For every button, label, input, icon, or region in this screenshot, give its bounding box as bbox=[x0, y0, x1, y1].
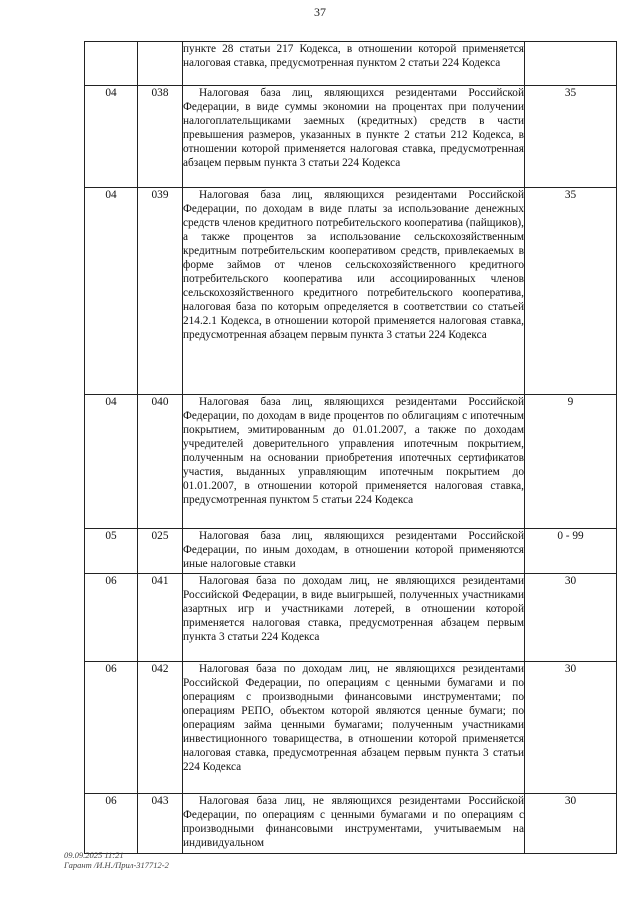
code-group-cell bbox=[85, 42, 138, 86]
code-group-cell: 04 bbox=[85, 188, 138, 395]
rate-cell: 30 bbox=[525, 662, 617, 794]
footer-date: 09.09.2025 11:21 bbox=[64, 850, 124, 860]
code-group-cell: 06 bbox=[85, 662, 138, 794]
rate-cell: 35 bbox=[525, 86, 617, 188]
description-cell bbox=[183, 574, 525, 662]
description-text: Налоговая база лиц, являющихся резидентами Российской Федерации, по иным доходам, в отношении которой применяются иные налоговые ставки bbox=[183, 530, 524, 571]
description-cell bbox=[183, 529, 525, 574]
tax-code-table bbox=[84, 41, 617, 854]
rate-cell: 9 bbox=[525, 395, 617, 529]
table-row bbox=[85, 529, 617, 574]
code-cell: 039 bbox=[138, 188, 183, 395]
description-text: пункте 28 статьи 217 Кодекса, в отношении которой применяется налоговая ставка, предусмотренная пунктом 2 статьи 224 Кодекса bbox=[183, 43, 524, 70]
description-text: Налоговая база лиц, не являющихся резидентами Российской Федерации, по операциям с ценными бумагами и по операциям с производными финансовыми инструментами, учитываемым на индивидуальном bbox=[183, 795, 524, 850]
code-cell: 042 bbox=[138, 662, 183, 794]
table-row bbox=[85, 794, 617, 854]
code-cell bbox=[138, 42, 183, 86]
code-cell: 043 bbox=[138, 794, 183, 854]
table-row bbox=[85, 574, 617, 662]
rate-cell bbox=[525, 42, 617, 86]
code-cell: 041 bbox=[138, 574, 183, 662]
code-cell: 040 bbox=[138, 395, 183, 529]
code-group-cell: 04 bbox=[85, 86, 138, 188]
description-cell bbox=[183, 662, 525, 794]
description-cell bbox=[183, 86, 525, 188]
rate-cell: 30 bbox=[525, 794, 617, 854]
description-cell bbox=[183, 794, 525, 854]
table-row bbox=[85, 86, 617, 188]
table-row bbox=[85, 42, 617, 86]
code-group-cell: 06 bbox=[85, 794, 138, 854]
code-group-cell: 05 bbox=[85, 529, 138, 574]
description-text: Налоговая база лиц, являющихся резидентами Российской Федерации, в виде суммы экономии на процентах при получении налогоплательщиками заемных (кредитных) средств в части превышения размеров, указанных в пункте 2 статьи 212 Кодекса, в отношении которой применяется налоговая ставка, предусмотренная абзацем первым пункта 3 статьи 224 Кодекса bbox=[183, 87, 524, 170]
description-text: Налоговая база лиц, являющихся резидентами Российской Федерации, по доходам в виде процентов по облигациям с ипотечным покрытием, эмитированным до 01.01.2007, а также по доходам учредителей доверительного управления ипотечным покрытием, полученным на основании приобретения ипотечных сертификатов участия, выданных управляющим ипотечным покрытием до 01.01.2007, в отношении которой применяется налоговая ставка, предусмотренная пунктом 5 статьи 224 Кодекса bbox=[183, 396, 524, 507]
code-cell: 038 bbox=[138, 86, 183, 188]
table-row bbox=[85, 662, 617, 794]
rate-cell: 30 bbox=[525, 574, 617, 662]
description-text: Налоговая база лиц, являющихся резидентами Российской Федерации, по доходам в виде платы за использование денежных средств членов кредитного потребительского кооператива (пайщиков), а также процентов за использование сельскохозяйственным кредитным потребительским кооперативом средств, привлекаемых в форме займов от членов сельскохозяйственного кредитного потребительского кооператива или ассоциированных членов сельскохозяйственного кредитного потребительского кооператива, налоговая база по которым определяется в соответствии со статьей 214.2.1 Кодекса, в отношении которой применяется налоговая ставка, предусмотренная абзацем первым пункта 3 статьи 224 Кодекса bbox=[183, 189, 524, 342]
document-footer bbox=[64, 850, 169, 870]
table-row bbox=[85, 395, 617, 529]
description-text: Налоговая база по доходам лиц, не являющихся резидентами Российской Федерации, в виде выигрышей, полученных участниками азартных игр и участниками лотерей, в отношении которой применяется налоговая ставка, предусмотренная абзацем первым пункта 3 статьи 224 Кодекса bbox=[183, 575, 524, 644]
page-number: 37 bbox=[314, 5, 326, 19]
rate-cell: 35 bbox=[525, 188, 617, 395]
code-group-cell: 04 bbox=[85, 395, 138, 529]
footer-reference: Гарант /И.Н./Прил-317712-2 bbox=[64, 860, 169, 870]
code-cell: 025 bbox=[138, 529, 183, 574]
rate-cell: 0 - 99 bbox=[525, 529, 617, 574]
description-cell bbox=[183, 188, 525, 395]
code-group-cell: 06 bbox=[85, 574, 138, 662]
description-cell bbox=[183, 395, 525, 529]
description-cell bbox=[183, 42, 525, 86]
table-row bbox=[85, 188, 617, 395]
description-text: Налоговая база по доходам лиц, не являющихся резидентами Российской Федерации, по операциям с ценными бумагами и по операциям с производными финансовыми инструментами; по операциям РЕПО, объектом которой являются ценные бумаги; по операциям займа ценными бумагами; полученным участниками инвестиционного товарищества, в отношении которой применяется налоговая ставка, предусмотренная абзацем первым пункта 3 статьи 224 Кодекса bbox=[183, 663, 524, 774]
